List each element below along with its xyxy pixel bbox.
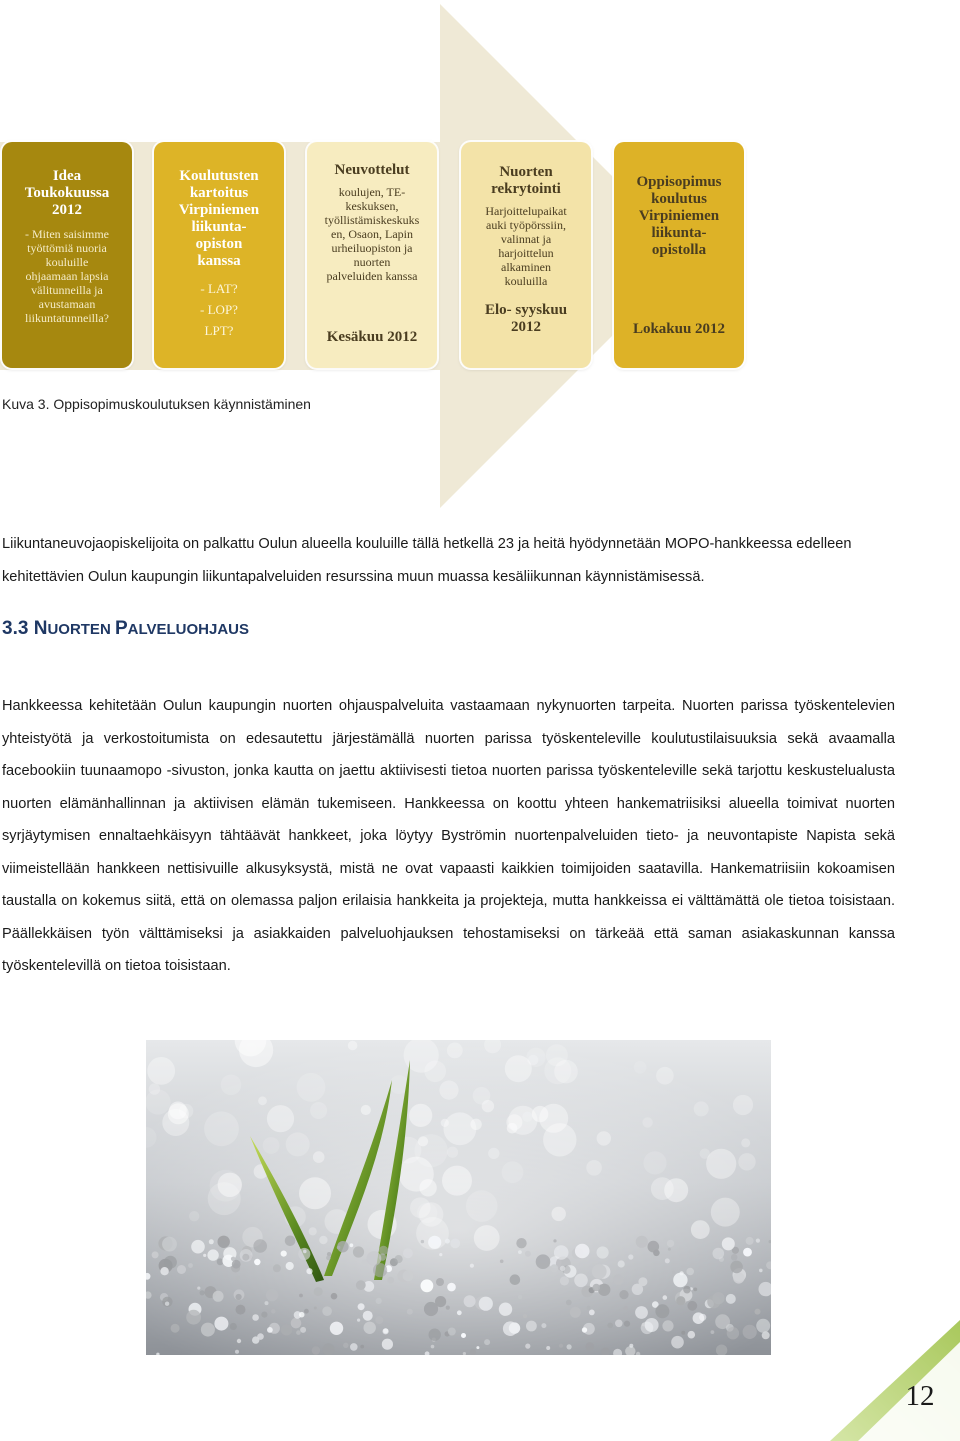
snow-crystal bbox=[306, 1268, 312, 1274]
snow-crystal bbox=[236, 1276, 240, 1280]
heading-initial: N bbox=[33, 618, 48, 639]
paragraph-body: Hankkeessa kehitetään Oulun kaupungin nuorten ohjauspalveluita vastaamaan nykynuorten tarpeita. Nuorten parissa työskentelevien yhteistyötä ja verkostoitumista on edesautettu järjestämällä nuorten parissa työskenteleville koulutustilaisuuksia sekä avaamalla facebookiin tuunaamopo -sivuston, jonka kautta on jaettu aktiivisesti tietoa nuorten parissa työskenteleville sekä tarjottu keskustelualusta nuorten elämänhallinnan ja aktiivisen elämän tukemiseen. Hankkeessa on koottu yhteen hankematriisiksi alueella toimivat nuorten syrjäytymisen ennaltaehkäisyyn tähtäävät hankkeet, joka löytyy Byströmin nuortenpalveluiden tieto- ja neuvontapiste Napista sekä viimeistellään hankkeen nettisivuille alkusyksystä, mistä ne ovat vapaasti kaikkien toimijoiden saatavilla. Hankematriisiin kokoamisen taustalla on kokemus siitä, että on olemassa paljon erilaisia hankkeita ja projekteja, mutta hankkeissa ei välttämättä ole tietoa toisistaan. Päällekkäisen työn välttämiseksi ja asiakkaiden palveluohjauksen tehostamiseksi on tärkeää että saman asiakaskunnan kanssa työskentelevillä on tietoa toisistaan. bbox=[2, 698, 895, 974]
snow-crystal bbox=[598, 1284, 610, 1296]
snow-crystal bbox=[350, 1243, 354, 1247]
snow-crystal bbox=[350, 1343, 358, 1351]
process-diagram bbox=[0, 0, 960, 520]
snow-crystal bbox=[711, 1330, 715, 1334]
snow-crystal bbox=[731, 1254, 738, 1261]
snow-crystal bbox=[376, 1298, 382, 1304]
snow-crystal bbox=[242, 1254, 249, 1261]
snow-crystal bbox=[615, 1320, 623, 1328]
snow-crystal bbox=[450, 1239, 460, 1249]
snow-crystal bbox=[686, 1268, 694, 1276]
snow-crystal bbox=[536, 1254, 551, 1269]
snow-crystal bbox=[499, 1303, 512, 1316]
snow-crystal bbox=[281, 1251, 287, 1257]
snow-crystal bbox=[607, 1323, 613, 1329]
snow-crystal bbox=[636, 1236, 648, 1248]
snow-crystal bbox=[331, 1293, 338, 1300]
figure-caption: Kuva 3. Oppisopimuskoulutuksen käynnistäminen bbox=[2, 396, 311, 412]
snow-crystal bbox=[457, 1310, 462, 1315]
snow-crystal bbox=[237, 1339, 241, 1343]
snow-crystal bbox=[681, 1331, 685, 1335]
snow-crystal bbox=[186, 1310, 201, 1325]
snow-crystal bbox=[693, 1312, 705, 1324]
step-body: - LAT? - LOP? LPT? bbox=[200, 281, 238, 338]
snow-crystal bbox=[285, 1236, 296, 1247]
snow-crystal bbox=[667, 1240, 674, 1247]
snow-crystal bbox=[727, 1327, 739, 1339]
step-idea bbox=[2, 142, 132, 368]
snow-crystal bbox=[265, 1301, 269, 1305]
snow-crystal bbox=[200, 1290, 205, 1295]
grass-sprouts-in-snow-photo bbox=[146, 1040, 771, 1355]
snow-crystal bbox=[271, 1309, 275, 1313]
snow-crystal bbox=[476, 1346, 479, 1349]
snow-crystal bbox=[687, 1301, 697, 1311]
snow-crystal bbox=[252, 1314, 259, 1321]
step-title: Nuorten rekrytointi bbox=[491, 164, 561, 197]
snow-crystal bbox=[188, 1263, 193, 1268]
snow-crystal bbox=[597, 1246, 609, 1258]
snow-crystal bbox=[213, 1291, 224, 1302]
step-title: Idea Toukokuussa 2012 bbox=[24, 168, 110, 218]
snow-crystal bbox=[326, 1256, 331, 1261]
snow-crystal bbox=[267, 1327, 273, 1333]
snow-crystal bbox=[447, 1283, 456, 1292]
page-number: 12 bbox=[905, 1380, 935, 1412]
snow-crystal bbox=[619, 1290, 628, 1299]
snow-crystal bbox=[300, 1327, 306, 1333]
snow-crystal bbox=[214, 1317, 228, 1331]
snow-crystal bbox=[407, 1309, 413, 1315]
snow-crystal bbox=[395, 1255, 403, 1263]
snow-crystal bbox=[756, 1239, 760, 1243]
step-title: Koulutusten kartoitus Virpiniemen liikunta- opiston kanssa bbox=[178, 168, 260, 269]
snow-crystal bbox=[314, 1307, 317, 1310]
snow-crystal bbox=[236, 1305, 246, 1315]
snow-crystal bbox=[746, 1237, 754, 1245]
snow-crystal bbox=[479, 1297, 493, 1311]
snow-crystal bbox=[550, 1264, 558, 1272]
snow-crystal bbox=[500, 1260, 504, 1264]
snow-crystal bbox=[525, 1344, 530, 1349]
snow-crystal bbox=[314, 1287, 323, 1296]
snow-crystal bbox=[353, 1246, 364, 1257]
snow-crystal bbox=[592, 1264, 607, 1279]
snow-crystal bbox=[387, 1277, 394, 1284]
snow-crystal bbox=[446, 1306, 450, 1310]
step-title: Oppisopimus koulutus Virpiniemen liikunta- opistolla bbox=[636, 174, 722, 258]
snow-crystal bbox=[191, 1240, 205, 1254]
snow-crystal bbox=[756, 1319, 770, 1333]
step-apprenticeship bbox=[614, 142, 744, 368]
snow-crystal bbox=[665, 1258, 670, 1263]
snow-crystal bbox=[526, 1321, 537, 1332]
snow-crystal bbox=[722, 1237, 735, 1250]
snow-crystal bbox=[470, 1349, 476, 1355]
snow-crystal bbox=[209, 1239, 214, 1244]
snow-crystal bbox=[261, 1312, 267, 1318]
snow-crystal bbox=[574, 1274, 588, 1288]
heading-number: 3.3 bbox=[2, 618, 34, 639]
snow-crystal bbox=[203, 1254, 206, 1257]
snow-crystal bbox=[509, 1322, 520, 1333]
heading-smallcaps-2: ALVELUOHJAUS bbox=[127, 621, 250, 638]
snow-crystal bbox=[165, 1302, 169, 1306]
snow-crystal bbox=[587, 1306, 591, 1310]
snow-crystal bbox=[516, 1238, 526, 1248]
snow-crystal bbox=[613, 1274, 624, 1285]
snow-crystal bbox=[403, 1270, 414, 1281]
snow-crystal bbox=[162, 1237, 177, 1252]
step-body: - Miten saisimme työttömiä nuoria kouluille ohjaamaan lapsia välitunneilla ja avustamaan liikuntatunneilla? bbox=[25, 227, 109, 325]
snow-crystal bbox=[510, 1274, 521, 1285]
snow-crystal bbox=[559, 1344, 563, 1348]
snow-crystal bbox=[730, 1261, 743, 1274]
snow-crystal bbox=[298, 1248, 310, 1260]
snow-crystal bbox=[383, 1328, 389, 1334]
snow-crystal bbox=[518, 1250, 522, 1254]
snow-crystal bbox=[642, 1323, 645, 1326]
snow-crystal bbox=[461, 1333, 466, 1338]
snow-crystal bbox=[484, 1339, 490, 1345]
snow-crystal bbox=[575, 1244, 590, 1259]
snow-crystal bbox=[152, 1251, 159, 1258]
snow-crystal bbox=[323, 1343, 335, 1355]
snow-crystal bbox=[762, 1331, 770, 1339]
snow-crystal bbox=[464, 1295, 476, 1307]
snow-crystal bbox=[171, 1324, 180, 1333]
photo-image bbox=[146, 1040, 771, 1355]
snow-crystal bbox=[554, 1245, 569, 1260]
snow-crystal bbox=[230, 1323, 237, 1330]
snow-crystal bbox=[357, 1319, 360, 1322]
snow-crystal bbox=[662, 1320, 673, 1331]
step-recruitment bbox=[461, 142, 591, 368]
snow-crystal bbox=[421, 1240, 424, 1243]
snow-crystal bbox=[291, 1318, 302, 1329]
snow-crystal bbox=[668, 1248, 671, 1251]
snow-crystal bbox=[201, 1323, 215, 1337]
snow-crystal bbox=[177, 1265, 186, 1274]
snow-crystal bbox=[655, 1304, 669, 1318]
snow-crystal bbox=[726, 1294, 736, 1304]
snow-crystal bbox=[623, 1306, 628, 1311]
step-date: Elo- syyskuu 2012 bbox=[484, 302, 568, 335]
snow-crystal bbox=[235, 1350, 239, 1354]
snow-crystal bbox=[523, 1314, 527, 1318]
snow-crystal bbox=[358, 1303, 365, 1310]
snow-crystal bbox=[638, 1277, 647, 1286]
step-training-survey bbox=[154, 142, 284, 368]
snow-crystal bbox=[304, 1309, 309, 1314]
step-date: Lokakuu 2012 bbox=[632, 321, 726, 337]
snow-crystal bbox=[343, 1343, 348, 1348]
snow-crystal bbox=[424, 1302, 438, 1316]
snow-crystal bbox=[525, 1251, 531, 1257]
snow-crystal bbox=[448, 1328, 456, 1336]
snow-crystal bbox=[428, 1236, 441, 1249]
snow-crystal bbox=[618, 1260, 625, 1267]
snow-crystal bbox=[676, 1296, 685, 1305]
snow-crystal bbox=[713, 1248, 725, 1260]
snow-crystal bbox=[628, 1254, 633, 1259]
snow-crystal bbox=[337, 1241, 348, 1252]
snow-crystal bbox=[629, 1344, 633, 1348]
snow-crystal bbox=[663, 1295, 668, 1300]
snow-crystal bbox=[715, 1314, 730, 1329]
snow-crystal bbox=[217, 1258, 224, 1265]
snow-crystal bbox=[560, 1276, 569, 1285]
step-negotiations bbox=[307, 142, 437, 368]
snow-crystal bbox=[363, 1311, 373, 1321]
snow-crystal bbox=[635, 1306, 648, 1319]
snow-crystal bbox=[375, 1316, 383, 1324]
snow-crystal bbox=[360, 1345, 364, 1349]
step-body: Harjoittelupaikat auki työpörssiin, valinnat ja harjoittelun alkaminen kouluilla bbox=[485, 204, 567, 288]
snow-crystal bbox=[294, 1311, 302, 1319]
snow-crystal bbox=[218, 1236, 230, 1248]
snow-crystal bbox=[743, 1248, 752, 1257]
heading-initial-2: P bbox=[114, 618, 128, 639]
snow-crystal bbox=[560, 1266, 565, 1271]
snow-crystal bbox=[421, 1279, 434, 1292]
snow-crystal bbox=[570, 1307, 581, 1318]
snow-crystal bbox=[330, 1322, 343, 1335]
step-body: koulujen, TE- keskuksen, työllistämiskeskuks en, Osaon, Lapin urheiluopiston ja nuorten palveluiden kanssa bbox=[324, 185, 420, 283]
snow-crystal bbox=[160, 1267, 168, 1275]
snow-crystal bbox=[207, 1249, 218, 1260]
snow-crystal bbox=[672, 1271, 675, 1274]
snow-crystal bbox=[436, 1278, 444, 1286]
snow-crystal bbox=[683, 1286, 691, 1294]
snow-crystal bbox=[266, 1289, 278, 1301]
snow-crystal bbox=[648, 1241, 660, 1253]
snow-crystal bbox=[693, 1288, 697, 1292]
snow-crystal bbox=[470, 1264, 474, 1268]
snow-crystal bbox=[254, 1259, 260, 1265]
snow-crystal bbox=[252, 1336, 259, 1343]
snow-crystal bbox=[546, 1346, 550, 1350]
snow-crystal bbox=[429, 1329, 441, 1341]
snow-crystal bbox=[273, 1264, 281, 1272]
snow-crystal bbox=[382, 1339, 393, 1350]
snow-crystal bbox=[164, 1256, 177, 1269]
snow-crystal bbox=[593, 1284, 601, 1292]
paragraph-intro: Liikuntaneuvojaopiskelijoita on palkattu Oulun alueella kouluille tällä hetkellä 23 ja heitä hyödynnetään MOPO-hankkeessa edelleen kehitettävien Oulun kaupungin liikuntapalveluiden resurssina muun muassa kesäliikunnan käynnistämisessä. bbox=[2, 536, 852, 585]
snow-crystal bbox=[518, 1295, 522, 1299]
snow-crystal bbox=[673, 1273, 687, 1287]
snow-crystal bbox=[671, 1336, 684, 1349]
snow-crystal bbox=[755, 1309, 761, 1315]
snow-crystal bbox=[364, 1322, 376, 1334]
snow-crystal bbox=[197, 1287, 200, 1290]
snow-crystal bbox=[371, 1309, 375, 1313]
snow-crystal bbox=[688, 1331, 696, 1339]
snow-crystal bbox=[286, 1262, 294, 1270]
snow-crystal bbox=[582, 1327, 587, 1332]
snow-crystal bbox=[232, 1260, 241, 1269]
snow-crystal bbox=[589, 1310, 595, 1316]
snow-crystal bbox=[567, 1344, 572, 1349]
snow-crystal bbox=[712, 1292, 724, 1304]
snow-crystal bbox=[624, 1321, 630, 1327]
snow-crystal bbox=[553, 1239, 556, 1242]
step-title: Neuvottelut bbox=[334, 162, 410, 178]
snow-crystal bbox=[373, 1263, 387, 1277]
snow-crystal bbox=[319, 1236, 327, 1244]
snow-crystal bbox=[236, 1294, 242, 1300]
snow-crystal bbox=[541, 1323, 546, 1328]
snow-crystal bbox=[296, 1330, 301, 1335]
snow-crystal bbox=[281, 1324, 292, 1335]
step-date: Kesäkuu 2012 bbox=[326, 329, 418, 345]
snow-crystal bbox=[585, 1342, 594, 1351]
snow-crystal bbox=[759, 1269, 763, 1273]
snow-crystal bbox=[445, 1239, 450, 1244]
snow-crystal bbox=[566, 1300, 572, 1306]
snow-crystal bbox=[299, 1294, 303, 1298]
snow-crystal bbox=[356, 1280, 366, 1290]
snow-crystal bbox=[439, 1253, 442, 1256]
snow-crystal bbox=[312, 1346, 320, 1354]
snow-crystal bbox=[431, 1345, 435, 1349]
snow-crystal bbox=[645, 1318, 659, 1332]
snow-crystal bbox=[733, 1272, 744, 1283]
snow-crystal bbox=[322, 1306, 332, 1316]
snow-crystal bbox=[743, 1325, 757, 1339]
section-heading bbox=[2, 618, 249, 640]
snow-crystal bbox=[253, 1239, 267, 1253]
heading-smallcaps: UORTEN bbox=[47, 621, 115, 638]
snow-crystal bbox=[403, 1248, 413, 1258]
